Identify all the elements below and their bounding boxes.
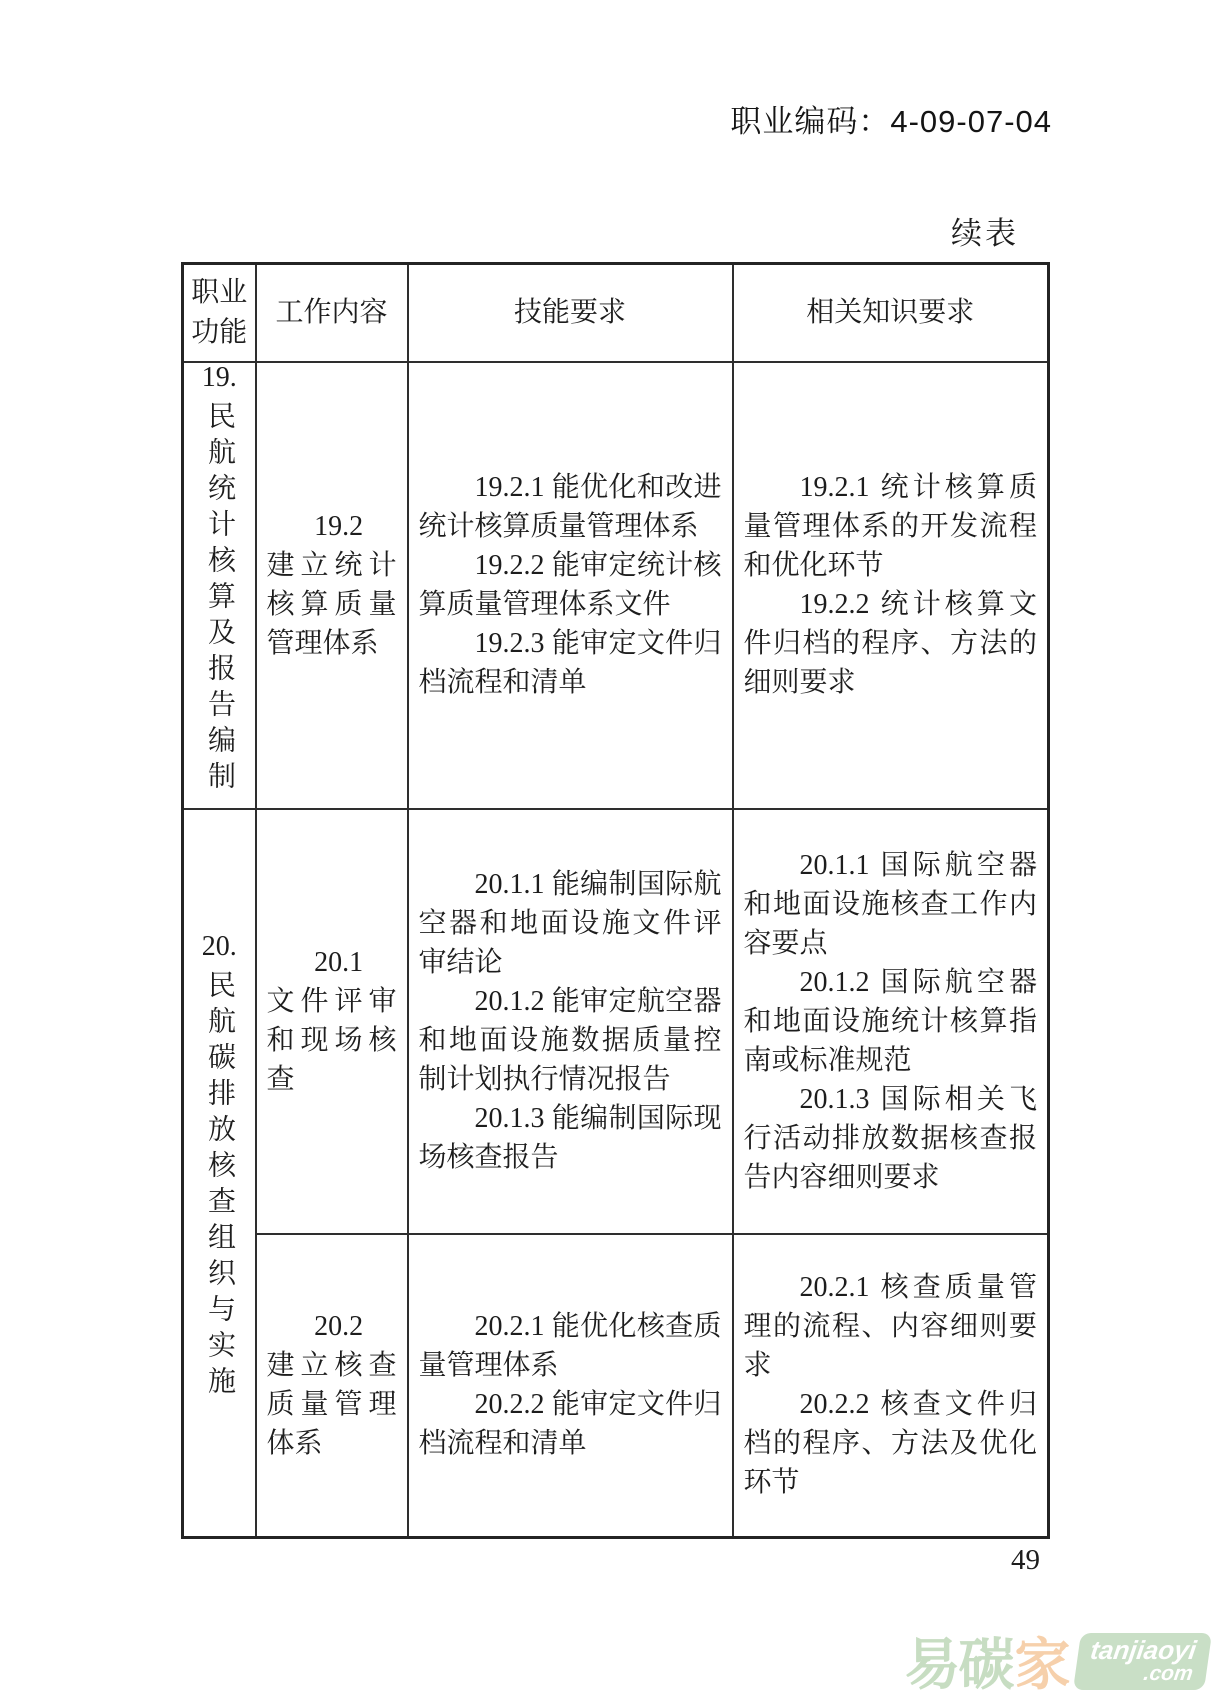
knowledge-item: 19.2.1 统计核算质量管理体系的开发流程和优化环节 bbox=[743, 472, 1037, 581]
knowledge-cell-20-1 bbox=[733, 809, 1049, 1234]
skill-item: 19.2.2 能审定统计核算质量管理体系文件 bbox=[418, 550, 722, 620]
skill-item: 20.1.3 能编制国际现场核查报告 bbox=[418, 1103, 722, 1173]
header-knowledge-requirements: 相关知识要求 bbox=[733, 264, 1049, 362]
work-content-text: 20.2 建立核查质量管理体系 bbox=[266, 1311, 397, 1460]
watermark-green-text: 易碳 bbox=[904, 1633, 1013, 1696]
knowledge-item: 20.1.3 国际相关飞行活动排放数据核查报告内容细则要求 bbox=[743, 1083, 1037, 1193]
function-name-vertical: 民航统计核算及报告编制 bbox=[203, 400, 235, 797]
header-work-content: 工作内容 bbox=[256, 264, 408, 362]
skills-cell-19-2 bbox=[408, 362, 733, 809]
knowledge-cell-19-2 bbox=[733, 362, 1049, 809]
function-number: 20. bbox=[201, 931, 237, 963]
header-occupational-function: 职业功能 bbox=[183, 264, 256, 362]
watermark-logo bbox=[905, 1621, 1208, 1701]
skills-cell-20-1 bbox=[408, 809, 733, 1234]
knowledge-item: 20.2.2 核查文件归档的程序、方法及优化环节 bbox=[743, 1389, 1037, 1499]
skill-item: 19.2.3 能审定文件归档流程和清单 bbox=[418, 628, 722, 698]
knowledge-cell-20-2 bbox=[733, 1234, 1049, 1538]
function-cell-19 bbox=[183, 362, 256, 809]
skill-item: 20.1.2 能审定航空器和地面设施数据质量控制计划执行情况报告 bbox=[418, 986, 722, 1095]
skill-item: 19.2.1 能优化和改进统计核算质量管理体系 bbox=[418, 472, 722, 542]
occupational-standard-table bbox=[181, 262, 1050, 1539]
page-number: 49 bbox=[1011, 1544, 1040, 1576]
skill-item: 20.2.2 能审定文件归档流程和清单 bbox=[418, 1389, 722, 1460]
continued-table-label: 续表 bbox=[951, 216, 1019, 251]
function-name-vertical: 民航碳排放核查组织与实施 bbox=[203, 970, 235, 1403]
work-content-text: 19.2 建立统计核算质量管理体系 bbox=[266, 511, 397, 659]
watermark-orange-text: 家 bbox=[1014, 1633, 1071, 1696]
work-content-cell-20-2 bbox=[256, 1234, 408, 1538]
table-row bbox=[183, 362, 1049, 809]
table-header-row bbox=[183, 264, 1049, 362]
knowledge-item: 20.1.1 国际航空器和地面设施核查工作内容要点 bbox=[743, 849, 1037, 959]
table-row bbox=[183, 809, 1049, 1234]
watermark-badge-line1: tanjiaoyi bbox=[1088, 1634, 1198, 1665]
work-content-text: 20.1 文件评审和现场核查 bbox=[266, 947, 397, 1095]
knowledge-item: 20.1.2 国际航空器和地面设施统计核算指南或标准规范 bbox=[743, 966, 1037, 1076]
header-skill-requirements: 技能要求 bbox=[408, 264, 733, 362]
knowledge-item: 19.2.2 统计核算文件归档的程序、方法的细则要求 bbox=[743, 589, 1037, 698]
function-cell-20 bbox=[183, 809, 256, 1538]
work-content-cell-20-1 bbox=[256, 809, 408, 1234]
knowledge-item: 20.2.1 核查质量管理的流程、内容细则要求 bbox=[743, 1272, 1037, 1382]
watermark-badge-line2: .com bbox=[1141, 1661, 1194, 1685]
function-number: 19. bbox=[201, 361, 237, 393]
work-content-cell-19-2 bbox=[256, 362, 408, 809]
table-row bbox=[183, 1234, 1049, 1538]
skill-item: 20.1.1 能编制国际航空器和地面设施文件评审结论 bbox=[418, 869, 722, 978]
skill-item: 20.2.1 能优化核查质量管理体系 bbox=[418, 1311, 722, 1382]
skills-cell-20-2 bbox=[408, 1234, 733, 1538]
occupation-code: 职业编码：4-09-07-04 bbox=[730, 104, 1052, 139]
watermark-badge bbox=[1073, 1633, 1212, 1690]
